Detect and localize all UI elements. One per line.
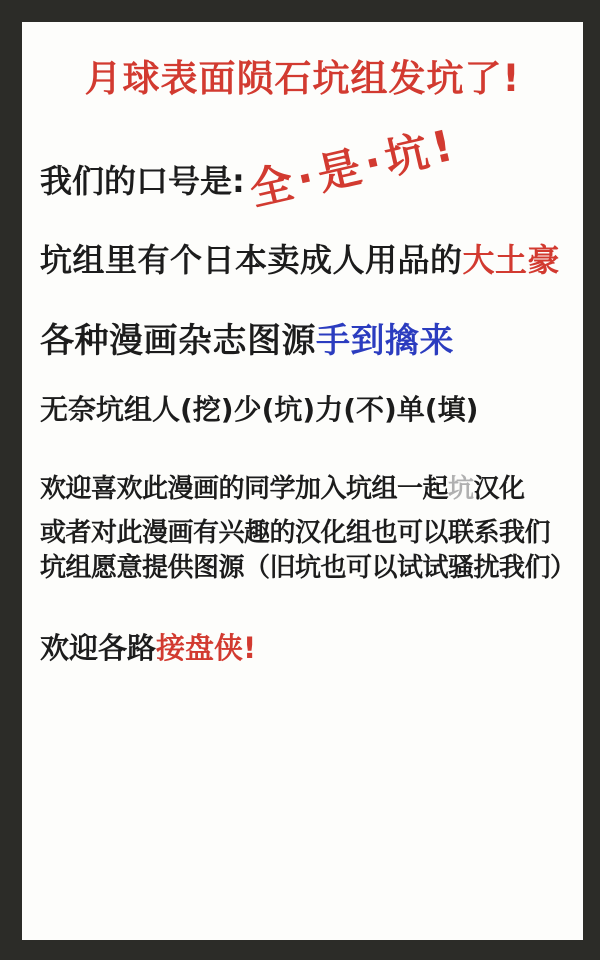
line-join-gray: 坑 (448, 474, 474, 504)
line-welcome-black: 欢迎各路 (40, 631, 157, 665)
line-source-black: 各种漫画杂志图源 (40, 321, 316, 361)
slogan-label: 我们的口号是: (40, 162, 245, 200)
line-tuhao-red: 大土豪 (462, 241, 561, 279)
page-title: 月球表面陨石坑组发坑了! (84, 57, 521, 100)
notice-page (22, 22, 583, 940)
line-join-pre: 欢迎喜欢此漫画的同学加入坑组一起 (40, 474, 449, 504)
line-tuhao-black: 坑组里有个日本卖成人用品的 (40, 241, 463, 279)
line-source (40, 313, 454, 362)
line-provide: 坑组愿意提供图源（旧坑也可以试试骚扰我们） (40, 553, 576, 583)
line-welcome-red: 接盘侠! (156, 631, 257, 665)
line-shorthand: 无奈坑组人(挖)少(坑)力(不)单(填) (40, 393, 479, 426)
line-contact: 或者对此漫画有兴趣的汉化组也可以联系我们 (40, 518, 551, 548)
line-tuhao (40, 235, 560, 281)
line-join-post: 汉化 (473, 474, 525, 504)
line-welcome (40, 626, 256, 667)
line-source-blue: 手到擒来 (316, 321, 454, 361)
line-join (40, 468, 525, 505)
slogan-stamp: 全·是·坑! (245, 120, 463, 217)
